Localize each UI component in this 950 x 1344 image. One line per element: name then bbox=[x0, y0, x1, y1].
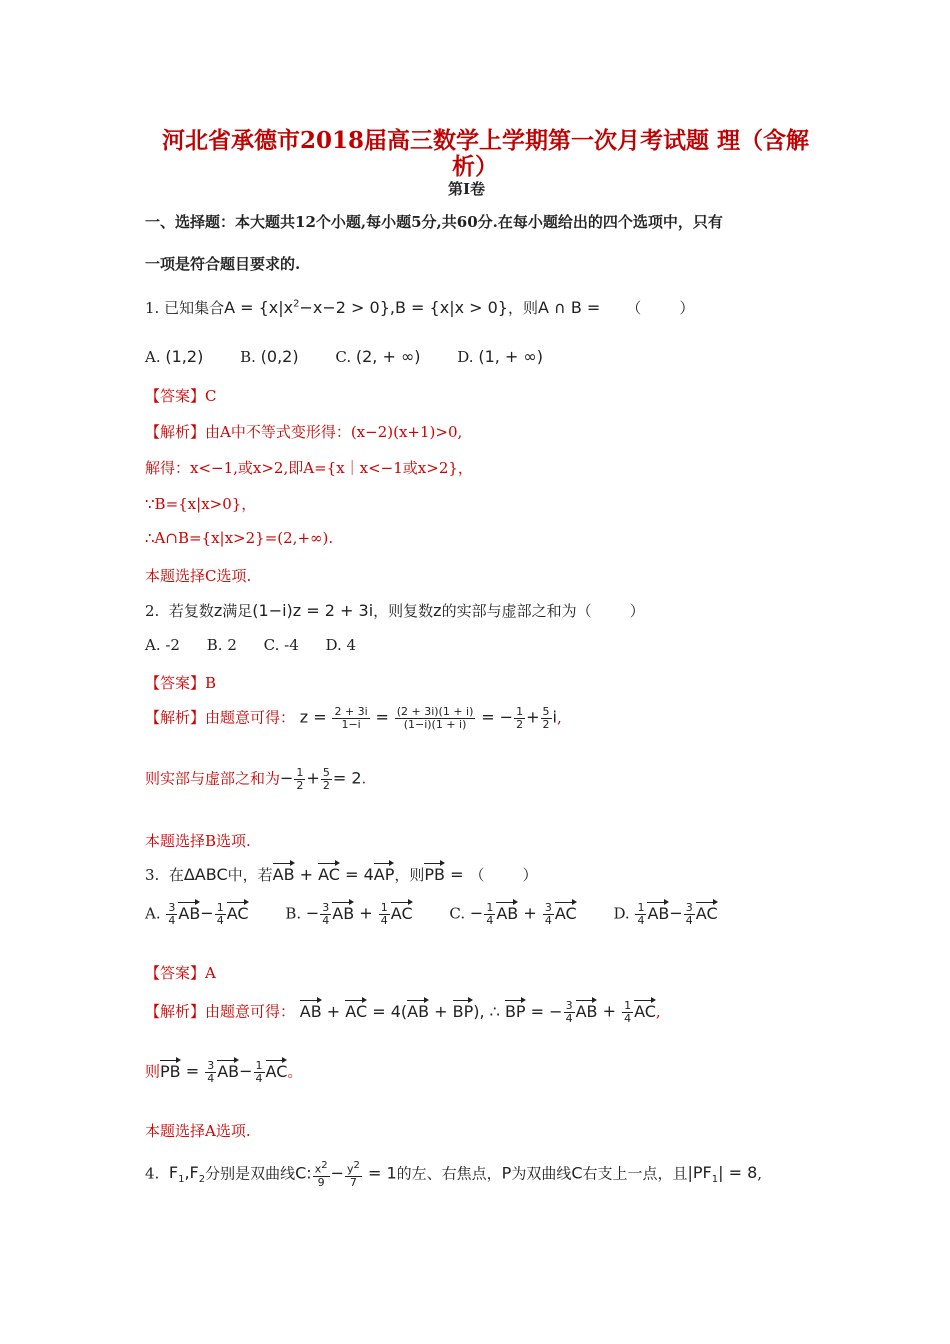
q2-analysis-prefix: 【解析】由题意可得： bbox=[145, 708, 296, 727]
q2-analysis: 【解析】由题意可得： z = $\frac{2 + 3i}{1-i}$ = $\frac{(2 + 3i)(1 + i)}{(1-i)(1 + i)}$ = − $\frac{1}{2}$ + $\frac{5}{2}$ i, bbox=[145, 705, 562, 731]
volume-label: 第Ⅰ卷 bbox=[448, 180, 486, 198]
q2-sum-line: 则实部与虚部之和为− $\frac{1}{2}$ + $\frac{5}{2}$ = 2. bbox=[145, 766, 367, 792]
q3-option-d: D. $\frac{1}{4}$ AB− $\frac{3}{4}$ AC bbox=[613, 901, 718, 927]
q1-analysis-3: ∵B={x|x>0}， bbox=[145, 495, 257, 513]
q3-conclusion: 本题选择A选项. bbox=[145, 1122, 251, 1140]
q3-result-prefix: 则 bbox=[145, 1062, 161, 1081]
q2-option-c: C. -4 bbox=[263, 636, 299, 654]
q1-option-c: C. (2, + ∞) bbox=[335, 347, 421, 366]
q3-stem: 3. 在ΔABC中，若AB + AC = 4AP，则PB = （ ） bbox=[145, 865, 538, 884]
section-heading: 一、选择题：本大题共12个小题,每小题5分,共60分.在每小题给出的四个选项中，只有 bbox=[145, 213, 723, 231]
q2-option-d: D. 4 bbox=[325, 636, 357, 654]
q1-option-b: B. (0,2) bbox=[240, 347, 299, 366]
q3-option-a: A. $\frac{3}{4}$ AB− $\frac{1}{4}$ AC bbox=[145, 901, 249, 927]
q2-option-b: B. 2 bbox=[206, 636, 237, 654]
q3-analysis-prefix: 【解析】由题意可得： bbox=[145, 1002, 296, 1021]
q1-stem-prefix: 1. 已知集合 bbox=[145, 299, 225, 317]
q1-option-a: A. (1,2) bbox=[145, 347, 204, 366]
q1-options bbox=[145, 347, 575, 366]
q2-option-a: A. -2 bbox=[145, 636, 180, 654]
q1-stem: 1. 已知集合$A = \{x|x^2-x-2 > 0\},B = \{x|x > 0\}$，则A ∩ B = （ ） bbox=[145, 298, 695, 317]
q1-analysis-1: 【解析】由A中不等式变形得：(x−2)(x+1)>0, bbox=[145, 423, 463, 441]
q2-stem: 2. 若复数z满足(1−i)z = 2 + 3i，则复数z的实部与虚部之和为（ ） bbox=[145, 601, 645, 620]
q1-option-d: D. (1, + ∞) bbox=[457, 347, 543, 366]
page-title: 河北省承德市2018届高三数学上学期第一次月考试题 理（含解 bbox=[162, 127, 810, 154]
q2-answer: 【答案】B bbox=[145, 674, 217, 692]
q1-answer: 【答案】C bbox=[145, 387, 217, 405]
q3-answer: 【答案】A bbox=[145, 964, 216, 982]
q2-options bbox=[145, 636, 378, 654]
q3-analysis: 【解析】由题意可得： AB + AC = 4(AB + BP), ∴ BP = − $\frac{3}{4}$ AB + $\frac{1}{4}$ AC, bbox=[145, 999, 661, 1025]
q3-option-c: C. − $\frac{1}{4}$ AB + $\frac{3}{4}$ AC bbox=[449, 901, 577, 927]
q2-sum-prefix: 则实部与虚部之和为 bbox=[145, 769, 281, 788]
q1-conclusion: 本题选择C选项. bbox=[145, 567, 252, 585]
section-heading-cont: 一项是符合题目要求的. bbox=[145, 255, 301, 273]
q3-option-b: B. − $\frac{3}{4}$ AB + $\frac{1}{4}$ AC bbox=[285, 901, 413, 927]
page-title-cont: 析） bbox=[452, 153, 498, 180]
q4-stem: 4. $F_1,F_2$分别是双曲线C: $\frac{x^2}{9}$ − $\frac{y^2}{7}$ = 1的左、右焦点，P为双曲线C右支上一点，且$|PF_1| = 8$, bbox=[145, 1160, 763, 1189]
q3-result-line: 则PB = $\frac{3}{4}$ AB− $\frac{1}{4}$ AC。 bbox=[145, 1059, 303, 1085]
q1-analysis-2: 解得：x<−1,或x>2,即A={x｜x<−1或x>2}， bbox=[145, 459, 473, 477]
q3-options bbox=[145, 902, 750, 927]
q1-analysis-4: ∴A∩B={x|x>2}=(2,+∞). bbox=[145, 529, 334, 547]
q2-conclusion: 本题选择B选项. bbox=[145, 832, 251, 850]
